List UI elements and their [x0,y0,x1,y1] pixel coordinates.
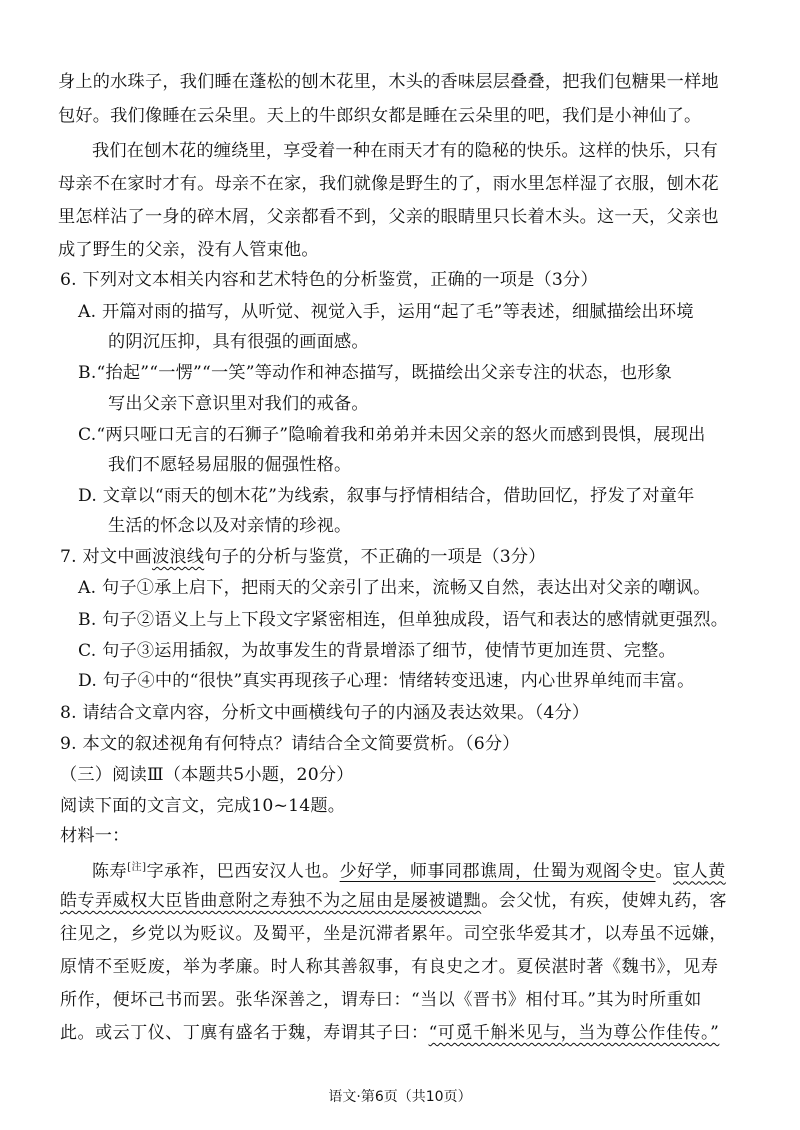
story-line: 我们在刨木花的缠绕里，享受着一种在雨天才有的隐秘的快乐。这样的快乐，只有 [92,141,718,161]
q6-option-b-cont: 写出父亲下意识里对我们的戒备。 [108,394,369,414]
wavy-underlined-sentence: 皓专弄威权大臣皆曲意附之寿独不为之屈由是屡被谴黜 [60,891,482,911]
q7-stem-wavy: 波浪线 [152,547,205,567]
q6-option-d-cont: 生活的怀念以及对亲情的珍视。 [108,516,352,536]
q7-option-a: A. 句子①承上启下，把雨天的父亲引了出来，流畅又自然，表达出对父亲的嘲讽。 [78,578,711,598]
page-footer: 语文·第6页（共10页） [328,1089,472,1105]
story-line: 成了野生的父亲，没有人管束他。 [58,240,319,260]
classical-name: 陈寿 [92,861,128,882]
q6-option-c: C.“两只哑口无言的石狮子”隐喻着我和弟弟并未因父亲的怒火而感到畏惧，展现出 [78,425,706,445]
classical-segment: 此。或云丁仪、丁廙有盛名于魏，寿谓其子曰： [60,1023,429,1043]
story-line: 里怎样沾了一身的碎木屑，父亲都看不到，父亲的眼睛里只长着木头。这一天，父亲也 [58,207,719,227]
q7-option-c: C. 句子③运用插叙，为故事发生的背景增添了细节，使情节更加连贯、完整。 [78,641,676,661]
q6-option-b: B.“抬起”“一愣”“一笑”等动作和神态描写，既描绘出父亲专注的状态，也形象 [78,363,673,383]
material-one-label: 材料一： [60,826,130,846]
classical-segment: 。会父忧，有疾，使婢丸药，客 [481,891,727,911]
q6-option-c-cont: 我们不愿轻易屈服的倔强性格。 [108,455,352,475]
story-line: 身上的水珠子，我们睡在蓬松的刨木花里，木头的香味层层叠叠，把我们包糖果一样地 [58,72,719,92]
classical-text-line [60,1021,719,1045]
question-7-stem [60,545,546,569]
story-line: 包好。我们像睡在云朵里。天上的牛郎织女都是睡在云朵里的吧，我们是小神仙了。 [58,106,702,126]
q6-option-d: D. 文章以“雨天的刨木花”为线索，叙事与抒情相结合，借助回忆，抒发了对童年 [78,486,695,506]
classical-text-line: 原情不至贬废，举为孝廉。时人称其善叙事，有良史之才。夏侯湛时著《魏书》，见寿 [60,957,719,977]
section-3-title: （三）阅读Ⅲ（本题共5小题，20分） [60,765,354,785]
q7-option-d: D. 句子④中的“很快”真实再现孩子心理：情绪转变迅速，内心世界单纯而丰富。 [78,671,695,691]
classical-segment: 字承祚，巴西安汉人也。 [146,861,340,882]
q6-option-a-cont: 的阴沉压抑，具有很强的画面感。 [108,332,369,352]
wavy-underlined-sentence: “可觅千斛米见与，当为尊公作佳传。” [428,1023,720,1043]
classical-text-line [60,889,727,913]
question-9: 9. 本文的叙述视角有何特点？请结合全文简要赏析。（6分） [60,734,520,754]
question-6-stem: 6. 下列对文本相关内容和艺术特色的分析鉴赏，正确的一项是（3分） [60,270,598,290]
classical-text-line: 往见之，乡党以为贬议。及蜀平，坐是沉滞者累年。司空张华爱其才，以寿虽不远嫌， [60,924,727,944]
q6-option-a: A. 开篇对雨的描写，从听觉、视觉入手，运用“起了毛”等表述，细腻描绘出环境 [78,302,694,322]
question-8: 8. 请结合文章内容，分析文中画横线句子的内涵及表达效果。（4分） [60,703,590,723]
underlined-sentence: 少好学，师事同郡谯周，仕蜀为观阁令史 [339,861,656,882]
classical-segment: 。 [655,861,674,882]
wavy-underlined-sentence: 宦人黄 [673,861,726,882]
classical-text-line: 所作，便坏己书而罢。张华深善之，谓寿曰：“当以《晋书》相付耳。”其为时所重如 [60,990,702,1010]
footnote-marker: [注] [127,862,147,873]
q7-stem-post: 句子的分析与鉴赏，不正确的一项是（3分） [204,547,546,567]
q7-option-b: B. 句子②语义上与上下段文字紧密相连，但单独成段，语气和表达的感情就更强烈。 [78,610,729,630]
section-3-instruction: 阅读下面的文言文，完成10~14题。 [60,796,346,816]
classical-text-line [92,856,726,884]
story-line: 母亲不在家时才有。母亲不在家，我们就像是野生的了，雨水里怎样湿了衣服，刨木花 [58,174,719,194]
q7-stem-pre: 7. 对文中画 [60,547,153,567]
